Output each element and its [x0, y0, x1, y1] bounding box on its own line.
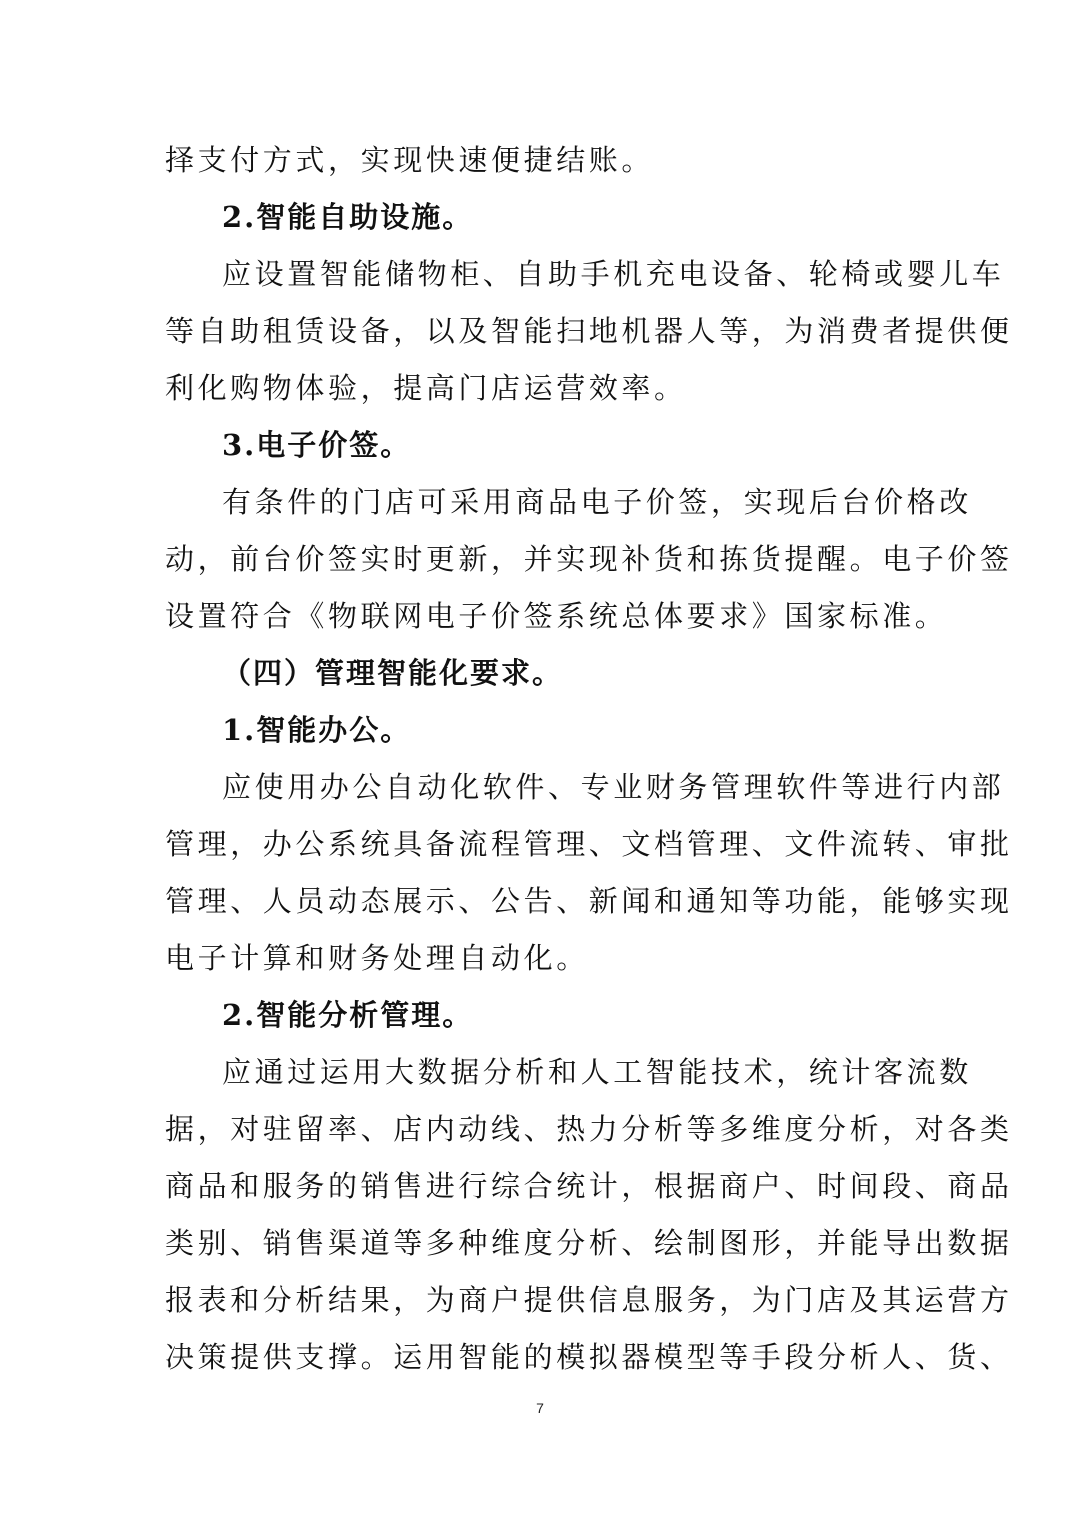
body-text-line: 据，对驻留率、店内动线、热力分析等多维度分析，对各类: [165, 1112, 1013, 1146]
page-number: 7: [536, 1400, 544, 1416]
body-text-line: 动，前台价签实时更新，并实现补货和拣货提醒。电子价签: [165, 542, 1013, 576]
body-text-line: 报表和分析结果，为商户提供信息服务，为门店及其运营方: [165, 1283, 1013, 1317]
section-heading: 2.智能分析管理。: [222, 998, 474, 1032]
section-heading: 3.电子价签。: [222, 428, 412, 462]
paragraph-first-line: 应设置智能储物柜、自助手机充电设备、轮椅或婴儿车: [222, 257, 1005, 291]
chapter-heading: （四）管理智能化要求。: [222, 656, 564, 690]
body-text-line: 类别、销售渠道等多种维度分析、绘制图形，并能导出数据: [165, 1226, 1013, 1260]
paragraph-first-line: 应通过运用大数据分析和人工智能技术，统计客流数: [222, 1055, 972, 1089]
body-text-line: 管理、人员动态展示、公告、新闻和通知等功能，能够实现: [165, 884, 1013, 918]
body-text-line: 商品和服务的销售进行综合统计，根据商户、时间段、商品: [165, 1169, 1013, 1203]
body-text-line: 等自助租赁设备，以及智能扫地机器人等，为消费者提供便: [165, 314, 1013, 348]
paragraph-first-line: 应使用办公自动化软件、专业财务管理软件等进行内部: [222, 770, 1005, 804]
paragraph-first-line: 有条件的门店可采用商品电子价签，实现后台价格改: [222, 485, 972, 519]
body-text-line: 利化购物体验，提高门店运营效率。: [165, 371, 687, 405]
body-text-line: 决策提供支撑。运用智能的模拟器模型等手段分析人、货、: [165, 1340, 1013, 1374]
section-heading: 2.智能自助设施。: [222, 200, 474, 234]
body-text-line: 电子计算和财务处理自动化。: [165, 941, 589, 975]
section-heading: 1.智能办公。: [222, 713, 412, 747]
body-text-line: 择支付方式，实现快速便捷结账。: [165, 143, 655, 177]
body-text-line: 设置符合《物联网电子价签系统总体要求》国家标准。: [165, 599, 948, 633]
body-text-line: 管理，办公系统具备流程管理、文档管理、文件流转、审批: [165, 827, 1013, 861]
